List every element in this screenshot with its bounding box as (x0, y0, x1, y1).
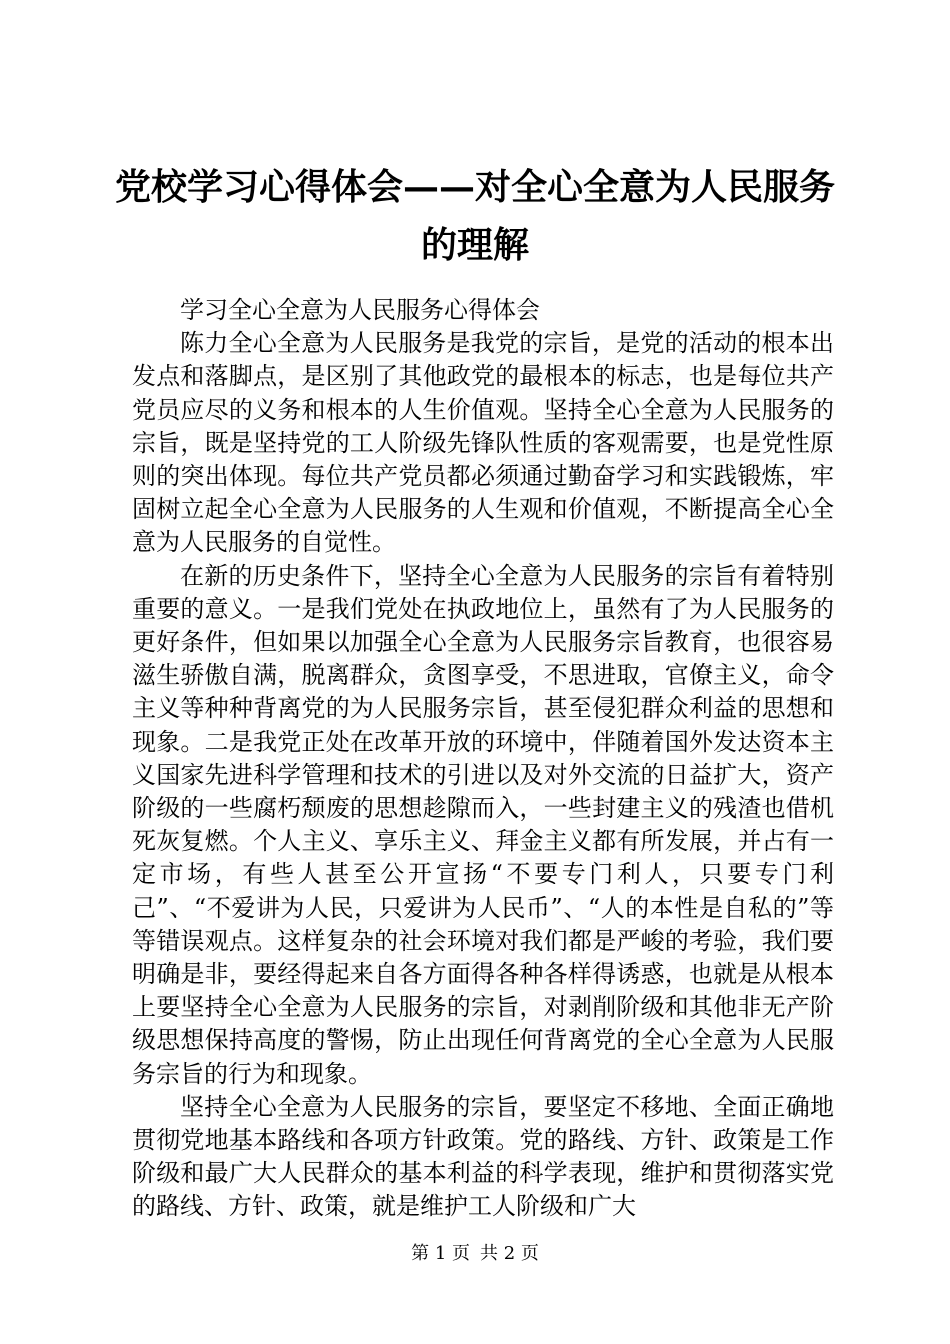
document-title (100, 158, 850, 274)
document-body (132, 294, 834, 1224)
subheading: 学习全心全意为人民服务心得体会 (180, 296, 540, 324)
paragraph-1: 陈力全心全意为人民服务是我党的宗旨，是党的活动的根本出发点和落脚点，是区别了其他政党的最根本的标志，也是每位共产党员应尽的义务和根本的人生价值观。坚持全心全意为人民服务的宗旨，既是坚持党的工人阶级先锋队性质的客观需要，也是党性原则的突出体现。每位共产党员都必须通过勤奋学习和实践锻炼，牢固树立起全心全意为人民服务的人生观和价值观，不断提高全心全意为人民服务的自觉性。 (132, 329, 834, 557)
title-line-2: 的理解 (420, 224, 529, 266)
page-number: 第 1 页 (411, 1243, 470, 1264)
paragraph-3: 坚持全心全意为人民服务的宗旨，要坚定不移地、全面正确地贯彻党地基本路线和各项方针政策。党的路线、方针、政策是工作阶级和最广大人民群众的基本利益的科学表现，维护和贯彻落实党的路线、方针、政策，就是维护工人阶级和广大 (132, 1092, 834, 1221)
page-footer (0, 1242, 950, 1266)
paragraph-2: 在新的历史条件下，坚持全心全意为人民服务的宗旨有着特别重要的意义。一是我们党处在执政地位上，虽然有了为人民服务的更好条件，但如果以加强全心全意为人民服务宗旨教育，也很容易滋生骄傲自满，脱离群众，贪图享受，不思进取，官僚主义，命令主义等种种背离党的为人民服务宗旨，甚至侵犯群众利益的思想和现象。二是我党正处在改革开放的环境中，伴随着国外发达资本主义国家先进科学管理和技术的引进以及对外交流的日益扩大，资产阶级的一些腐朽颓废的思想趁隙而入，一些封建主义的残渣也借机死灰复燃。个人主义、享乐主义、拜金主义都有所发展，并占有一定市场，有些人甚至公开宣扬“不要专门利人，只要专门利己”、“不爱讲为人民，只爱讲为人民币”、“人的本性是自私的”等等错误观点。这样复杂的社会环境对我们都是严峻的考验，我们要明确是非，要经得起来自各方面得各种各样得诱惑，也就是从根本上要坚持全心全意为人民服务的宗旨，对剥削阶级和其他非无产阶级思想保持高度的警惕，防止出现任何背离党的全心全意为人民服务宗旨的行为和现象。 (132, 561, 834, 1088)
title-line-1: 党校学习心得体会——对全心全意为人民服务 (114, 166, 835, 208)
page-total: 共 2 页 (480, 1243, 539, 1264)
